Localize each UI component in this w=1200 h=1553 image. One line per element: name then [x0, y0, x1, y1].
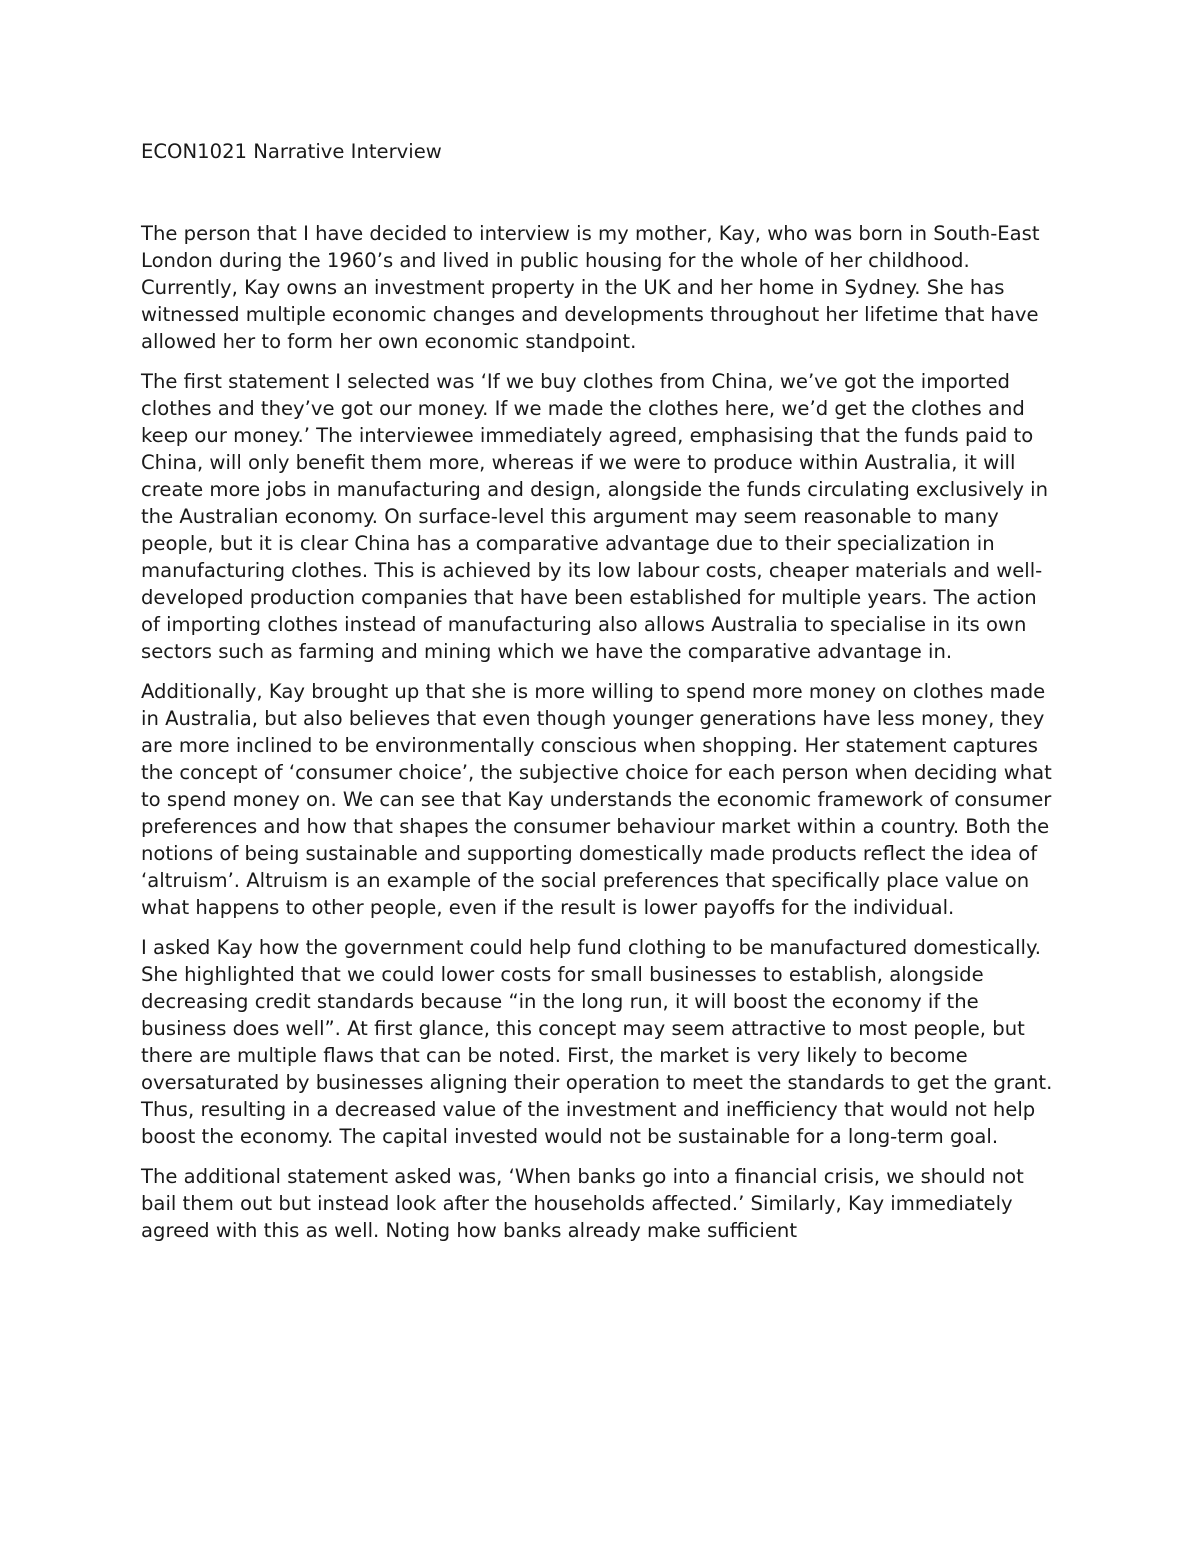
document-page	[141, 138, 1061, 1257]
paragraph-4: I asked Kay how the government could help fund clothing to be manufactured domestically. She highlighted that we could lower costs for small businesses to establish, alongside decreasing credit standards because “in the long run, it will boost the economy if the business does well”. At first glance, this concept may seem attractive to most people, but there are multiple flaws that can be noted. First, the market is very likely to become oversaturated by businesses aligning their operation to meet the standards to get the grant. Thus, resulting in a decreased value of the investment and inefficiency that would not help boost the economy. The capital invested would not be sustainable for a long-term goal.	[141, 936, 1053, 1148]
paragraph-2: The first statement I selected was ‘If we buy clothes from China, we’ve got the imported clothes and they’ve got our money. If we made the clothes here, we’d get the clothes and keep our money.’ The interviewee immediately agreed, emphasising that the funds paid to China, will only benefit them more, whereas if we were to produce within Australia, it will create more jobs in manufacturing and design, alongside the funds circulating exclusively in the Australian economy. On surface-level this argument may seem reasonable to many people, but it is clear China has a comparative advantage due to their specialization in manufacturing clothes. This is achieved by its low labour costs, cheaper materials and well-developed production companies that have been established for multiple years. The action of importing clothes instead of manufacturing also allows Australia to specialise in its own sectors such as farming and mining which we have the comparative advantage in.	[141, 370, 1049, 663]
paragraph-1: The person that I have decided to interview is my mother, Kay, who was born in South-East London during the 1960’s and lived in public housing for the whole of her childhood. Currently, Kay owns an investment property in the UK and her home in Sydney. She has witnessed multiple economic changes and developments throughout her lifetime that have allowed her to form her own economic standpoint.	[141, 222, 1040, 353]
paragraph-5: The additional statement asked was, ‘When banks go into a financial crisis, we should not bail them out but instead look after the households affected.’ Similarly, Kay immediately agreed with this as well. Noting how banks already make sufficient	[141, 1165, 1024, 1242]
document-title: ECON1021 Narrative Interview	[141, 140, 442, 163]
paragraph-3: Additionally, Kay brought up that she is more willing to spend more money on clothes made in Australia, but also believes that even though younger generations have less money, they are more inclined to be environmentally conscious when shopping. Her statement captures the concept of ‘consumer choice’, the subjective choice for each person when deciding what to spend money on. We can see that Kay understands the economic framework of consumer preferences and how that shapes the consumer behaviour market within a country. Both the notions of being sustainable and supporting domestically made products reflect the idea of ‘altruism’. Altruism is an example of the social preferences that specifically place value on what happens to other people, even if the result is lower payoffs for the individual.	[141, 680, 1052, 919]
